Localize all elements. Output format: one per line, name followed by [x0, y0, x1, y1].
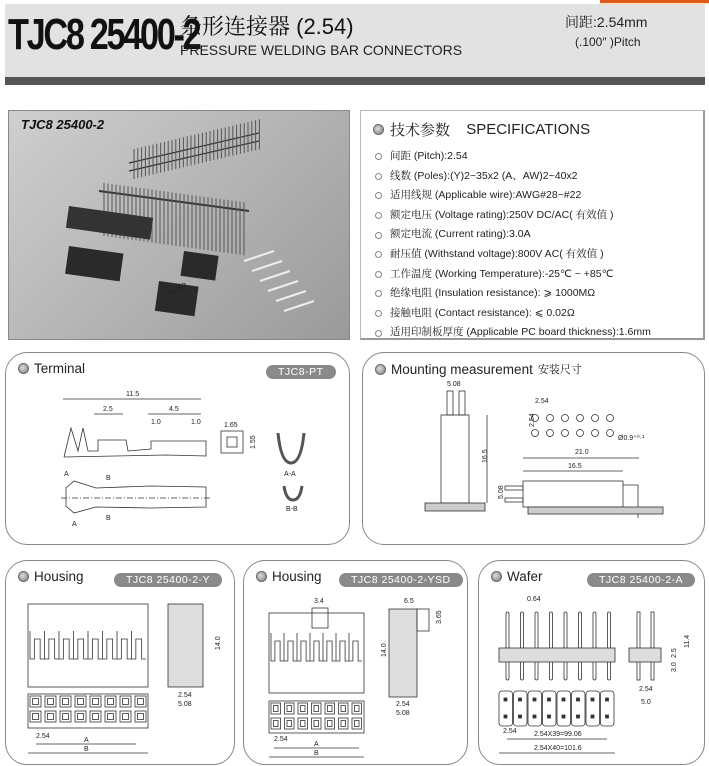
pin-square: [562, 698, 565, 701]
wafer-cell: [586, 691, 600, 726]
specs-heading: [373, 119, 590, 140]
cavity-inner: [108, 699, 114, 705]
cavity-inner: [63, 699, 69, 705]
header-divider: [5, 77, 705, 85]
housing-small: [181, 251, 219, 281]
spec-text: 额定电压 (Voltage rating):250V DC/AC( 有效值 ): [390, 208, 614, 221]
section-mark-b: B: [106, 475, 111, 482]
terminal-badge: TJC8-PT: [266, 365, 336, 379]
section-bb: [284, 486, 302, 500]
spec-item: [375, 265, 651, 285]
wafer-cell: [572, 691, 586, 726]
header-pin: [506, 612, 509, 680]
cavity-inner: [328, 721, 333, 727]
contact-slot: [349, 633, 362, 661]
section-aa: [278, 433, 304, 463]
label-bb: B-B: [286, 506, 298, 513]
pcb-hole: [577, 415, 584, 422]
pin-square: [606, 715, 609, 718]
spec-text: 线数 (Poles):(Y)2~35x2 (A、AW)2~40x2: [390, 169, 578, 182]
pcb-hole: [592, 415, 599, 422]
mounting-title-cn: 安装尺寸: [537, 364, 582, 376]
title-en: PRESSURE WELDING BAR CONNECTORS: [180, 42, 463, 58]
spec-item: [375, 225, 651, 245]
mounting-panel: [362, 352, 705, 545]
cavity-inner: [48, 714, 54, 720]
spec-text: 绝缘电阻 (Insulation resistance): ⩾ 1000MΩ: [390, 287, 596, 300]
contact-cavity: [105, 696, 116, 707]
contact-cavity: [30, 711, 41, 722]
pin-square: [504, 698, 507, 701]
spec-item: [375, 186, 651, 206]
accent-bar: [600, 0, 709, 3]
terminal-drawing: [6, 353, 351, 546]
dim-p: 2.54: [396, 701, 410, 708]
housing-section-view: [168, 604, 203, 687]
pin-header-strip-2: [99, 191, 249, 211]
bullet-icon: [375, 290, 382, 297]
pcb-hole: [547, 415, 554, 422]
pcb-side: [528, 507, 663, 514]
dim-height: 14.0: [215, 636, 222, 650]
title-cn: 条形连接器 (2.54): [180, 14, 354, 39]
contact-slot: [103, 631, 118, 659]
spec-item: [375, 323, 651, 343]
wafer-cell: [514, 691, 528, 726]
product-photo: [8, 110, 350, 340]
spec-item: [375, 304, 651, 324]
pin-square: [591, 698, 594, 701]
bullet-icon: [375, 192, 382, 199]
dim-p: 2.54: [639, 686, 653, 693]
crimp-terminal: [260, 271, 290, 281]
dim-a: 2.54X39=99.06: [534, 731, 582, 738]
dim-pitch: 2.54: [274, 736, 288, 743]
contact-cavity: [45, 696, 56, 707]
pin-square: [504, 715, 507, 718]
dim-length: 21.0: [575, 449, 589, 456]
section-mark-a: A: [64, 471, 69, 478]
product-illustration: [9, 111, 351, 341]
wafer-title-text: Wafer: [507, 569, 543, 584]
contact-slot: [323, 633, 336, 661]
contact-slot: [297, 633, 310, 661]
pin-square: [562, 715, 565, 718]
pin-square: [606, 698, 609, 701]
contact-cavity: [285, 718, 295, 729]
contact-cavity: [135, 696, 146, 707]
dim-a: A: [314, 741, 319, 748]
contact-cavity: [90, 711, 101, 722]
housing-ysd-drawing: [244, 561, 469, 766]
crimp-terminal: [276, 291, 306, 301]
mounting-title-text: Mounting measurement: [391, 361, 533, 377]
pitch-cn: 间距:2.54mm: [565, 14, 648, 30]
contact-cavity: [30, 696, 41, 707]
dim-width: 1.65: [224, 422, 238, 429]
contact-slot: [132, 631, 147, 659]
header-pin: [550, 612, 553, 680]
dim-h1: 3.65: [436, 610, 443, 624]
connector-side-view: [523, 481, 623, 507]
pcb-front: [425, 503, 485, 511]
housing-ysd-badge: TJC8 25400-2-YSD: [339, 573, 463, 587]
contact-cavity: [312, 703, 322, 714]
pcb-hole: [592, 430, 599, 437]
bullet-icon: [375, 251, 382, 258]
bullet-icon: [375, 271, 382, 278]
contact-cavity: [105, 711, 116, 722]
contact-cavity: [120, 711, 131, 722]
pin-square: [577, 698, 580, 701]
contact-slot: [74, 631, 89, 659]
cavity-inner: [78, 699, 84, 705]
cavity-inner: [341, 721, 346, 727]
cavity-inner: [301, 721, 306, 727]
contact-cavity: [325, 718, 335, 729]
pin-square: [519, 698, 522, 701]
dim-height: 16.5: [482, 449, 489, 463]
terminal-top-view: [66, 481, 206, 513]
dim-h1: 2.5: [671, 648, 678, 658]
contact-slot: [30, 631, 45, 659]
cavity-inner: [138, 714, 144, 720]
contact-cavity: [90, 696, 101, 707]
wafer-cell: [543, 691, 557, 726]
pcb-hole: [562, 415, 569, 422]
dim-height: 14.0: [381, 643, 388, 657]
cavity-inner: [314, 706, 319, 712]
wafer-badge: TJC8 25400-2-A: [587, 573, 695, 587]
pcb-hole: [607, 430, 614, 437]
contact-slot: [117, 631, 132, 659]
specs-title-cn: 技术参数: [390, 122, 451, 139]
spec-text: 间距 (Pitch):2.54: [390, 150, 468, 162]
crimp-terminal: [244, 251, 274, 261]
header-pin: [608, 612, 611, 680]
section-mark-b2: B: [106, 515, 111, 522]
dim-pitch-y: 2.54: [529, 413, 536, 427]
dim-w: 5.08: [396, 710, 410, 717]
contact-cavity: [352, 703, 362, 714]
housing-y-panel: [5, 560, 235, 765]
cavity-inner: [274, 706, 279, 712]
wafer-cell: [601, 691, 615, 726]
dim-d2: 4.5: [169, 406, 179, 413]
housing-section-view: [389, 609, 417, 697]
dim-side: 5.08: [498, 485, 505, 499]
dim-b: 2.54X40=101.6: [534, 745, 582, 752]
dim-w: 5.08: [178, 701, 192, 708]
contact-cavity: [298, 718, 308, 729]
spec-text: 接触电阻 (Contact resistance): ⩽ 0.02Ω: [390, 306, 575, 319]
dim-pitch: 2.54: [36, 733, 50, 740]
bullet-icon: [375, 153, 382, 160]
spec-text: 工作温度 (Working Temperature):-25℃ ~ +85℃: [390, 267, 614, 280]
mounting-drawing: [363, 353, 706, 546]
wafer-front-view: [499, 648, 615, 662]
contact-cavity: [60, 711, 71, 722]
housing-y-badge: TJC8 25400-2-Y: [114, 573, 222, 587]
crimp-terminal: [284, 301, 314, 311]
cavity-inner: [33, 699, 39, 705]
spec-item: [375, 147, 651, 167]
contact-cavity: [298, 703, 308, 714]
spec-item: [375, 284, 651, 304]
dim-total: 11.5: [126, 391, 140, 398]
wafer-panel: [478, 560, 705, 765]
bullet-icon: [375, 173, 382, 180]
pin-square: [548, 698, 551, 701]
specifications-panel: [360, 110, 705, 340]
cavity-inner: [328, 706, 333, 712]
dim-p: 2.54: [178, 692, 192, 699]
bullet-icon: [375, 232, 382, 239]
dim-a: A: [84, 737, 89, 744]
pcb-hole: [607, 415, 614, 422]
contact-cavity: [75, 696, 86, 707]
housing-y-drawing: [6, 561, 236, 766]
dim-b: B: [84, 746, 89, 753]
dim-d4: 1.0: [191, 419, 201, 426]
spec-text: 适用印制板厚度 (Applicable PC board thickness):1.6mm: [390, 326, 651, 339]
cavity-inner: [48, 699, 54, 705]
cavity-inner: [274, 721, 279, 727]
contact-slot: [59, 631, 74, 659]
cavity-inner: [287, 721, 292, 727]
label-aa: A-A: [284, 471, 296, 478]
bullet-icon: [375, 212, 382, 219]
dim-length2: 16.5: [568, 463, 582, 470]
specs-title-en: SPECIFICATIONS: [466, 121, 591, 138]
contact-cavity: [75, 711, 86, 722]
dim-key: 3.4: [314, 598, 324, 605]
spec-item: [375, 206, 651, 226]
wafer-cell: [557, 691, 571, 726]
housing-marking: Audio: [165, 279, 188, 298]
pin-square: [533, 698, 536, 701]
housing-medium: [65, 246, 123, 281]
contact-cavity: [135, 711, 146, 722]
contact-cavity: [339, 718, 349, 729]
crimp-terminal: [252, 261, 282, 271]
cavity-inner: [355, 721, 360, 727]
header-pin: [521, 612, 524, 680]
dim-h2: 3.0: [671, 662, 678, 672]
pcb-hole: [562, 430, 569, 437]
housing-ysd-title-text: Housing: [272, 569, 322, 584]
contact-slot: [88, 631, 103, 659]
dim-d3: 1.0: [151, 419, 161, 426]
cavity-inner: [123, 714, 129, 720]
pin-square: [591, 715, 594, 718]
contact-cavity: [60, 696, 71, 707]
spec-text: 适用线规 (Applicable wire):AWG#28~#22: [390, 189, 582, 202]
pin-square: [548, 715, 551, 718]
pcb-hole: [532, 430, 539, 437]
contact-cavity: [339, 703, 349, 714]
contact-cavity: [271, 703, 281, 714]
pin-square: [533, 715, 536, 718]
contact-cavity: [45, 711, 56, 722]
cavity-inner: [63, 714, 69, 720]
housing-ysd-panel: [243, 560, 468, 765]
contact-cavity: [352, 718, 362, 729]
bullet-icon: [375, 330, 382, 337]
header-pin: [593, 612, 596, 680]
spec-text: 耐压值 (Withstand voltage):800V AC( 有效值 ): [390, 247, 604, 260]
dim-pitch: 2.54: [503, 728, 517, 735]
cavity-inner: [301, 706, 306, 712]
spec-item: [375, 167, 651, 187]
dim-height: 11.4: [684, 634, 691, 648]
model-number: TJC8 25400-2: [8, 10, 200, 59]
cavity-inner: [314, 721, 319, 727]
dim-d1: 2.5: [103, 406, 113, 413]
contact-cavity: [271, 718, 281, 729]
spec-list: [375, 147, 651, 343]
contact-slot: [271, 633, 284, 661]
contact-cavity: [312, 718, 322, 729]
dim-pitch-x: 2.54: [535, 398, 549, 405]
cavity-inner: [341, 706, 346, 712]
pitch-en: (.100″ )Pitch: [575, 35, 641, 49]
pin-square: [519, 715, 522, 718]
dim-width: 5.08: [447, 381, 461, 388]
header-pin: [535, 612, 538, 680]
cavity-inner: [93, 699, 99, 705]
dim-w: 5.0: [641, 699, 651, 706]
spec-item: [375, 245, 651, 265]
housing-front-view: [269, 613, 364, 693]
cavity-inner: [78, 714, 84, 720]
wafer-cell: [528, 691, 542, 726]
contact-cavity: [120, 696, 131, 707]
pin-square: [577, 715, 580, 718]
dim-b: B: [314, 750, 319, 757]
pin-header-strip-1: [129, 133, 259, 171]
contact-slot: [45, 631, 59, 659]
contact-cavity: [325, 703, 335, 714]
cavity-inner: [287, 706, 292, 712]
terminal-title-text: Terminal: [34, 361, 86, 376]
housing-y-title-text: Housing: [34, 569, 84, 584]
contact-slot: [284, 633, 297, 661]
bullet-icon: [375, 310, 382, 317]
terminal-panel: [5, 352, 350, 545]
wafer-cell: [499, 691, 513, 726]
dim-pin: 0.64: [527, 596, 541, 603]
wafer-drawing: [479, 561, 706, 766]
header-pin: [579, 612, 582, 680]
contact-slot: [336, 633, 349, 661]
crimp-terminal: [268, 281, 298, 291]
pcb-hole: [577, 430, 584, 437]
connector-front-view: [441, 415, 469, 503]
contact-slot: [310, 633, 323, 661]
wafer-side-view: [629, 648, 661, 662]
bullet-icon: [373, 124, 384, 135]
cavity-inner: [355, 706, 360, 712]
spec-text: 额定电流 (Current rating):3.0A: [390, 228, 531, 241]
dim-hole: Ø0.9⁺⁰·¹: [618, 435, 645, 442]
dim-height: 1.55: [250, 435, 257, 449]
cavity-inner: [123, 699, 129, 705]
cavity-inner: [93, 714, 99, 720]
terminal-end-view: [221, 431, 243, 453]
cavity-inner: [138, 699, 144, 705]
terminal-side-view: [64, 428, 206, 457]
contact-cavity: [285, 703, 295, 714]
cavity-inner: [108, 714, 114, 720]
cavity-inner: [33, 714, 39, 720]
section-mark-a2: A: [72, 521, 77, 528]
header-pin: [564, 612, 567, 680]
photo-label: TJC8 25400-2: [21, 117, 105, 132]
pcb-hole: [547, 430, 554, 437]
dim-w1: 6.5: [404, 598, 414, 605]
